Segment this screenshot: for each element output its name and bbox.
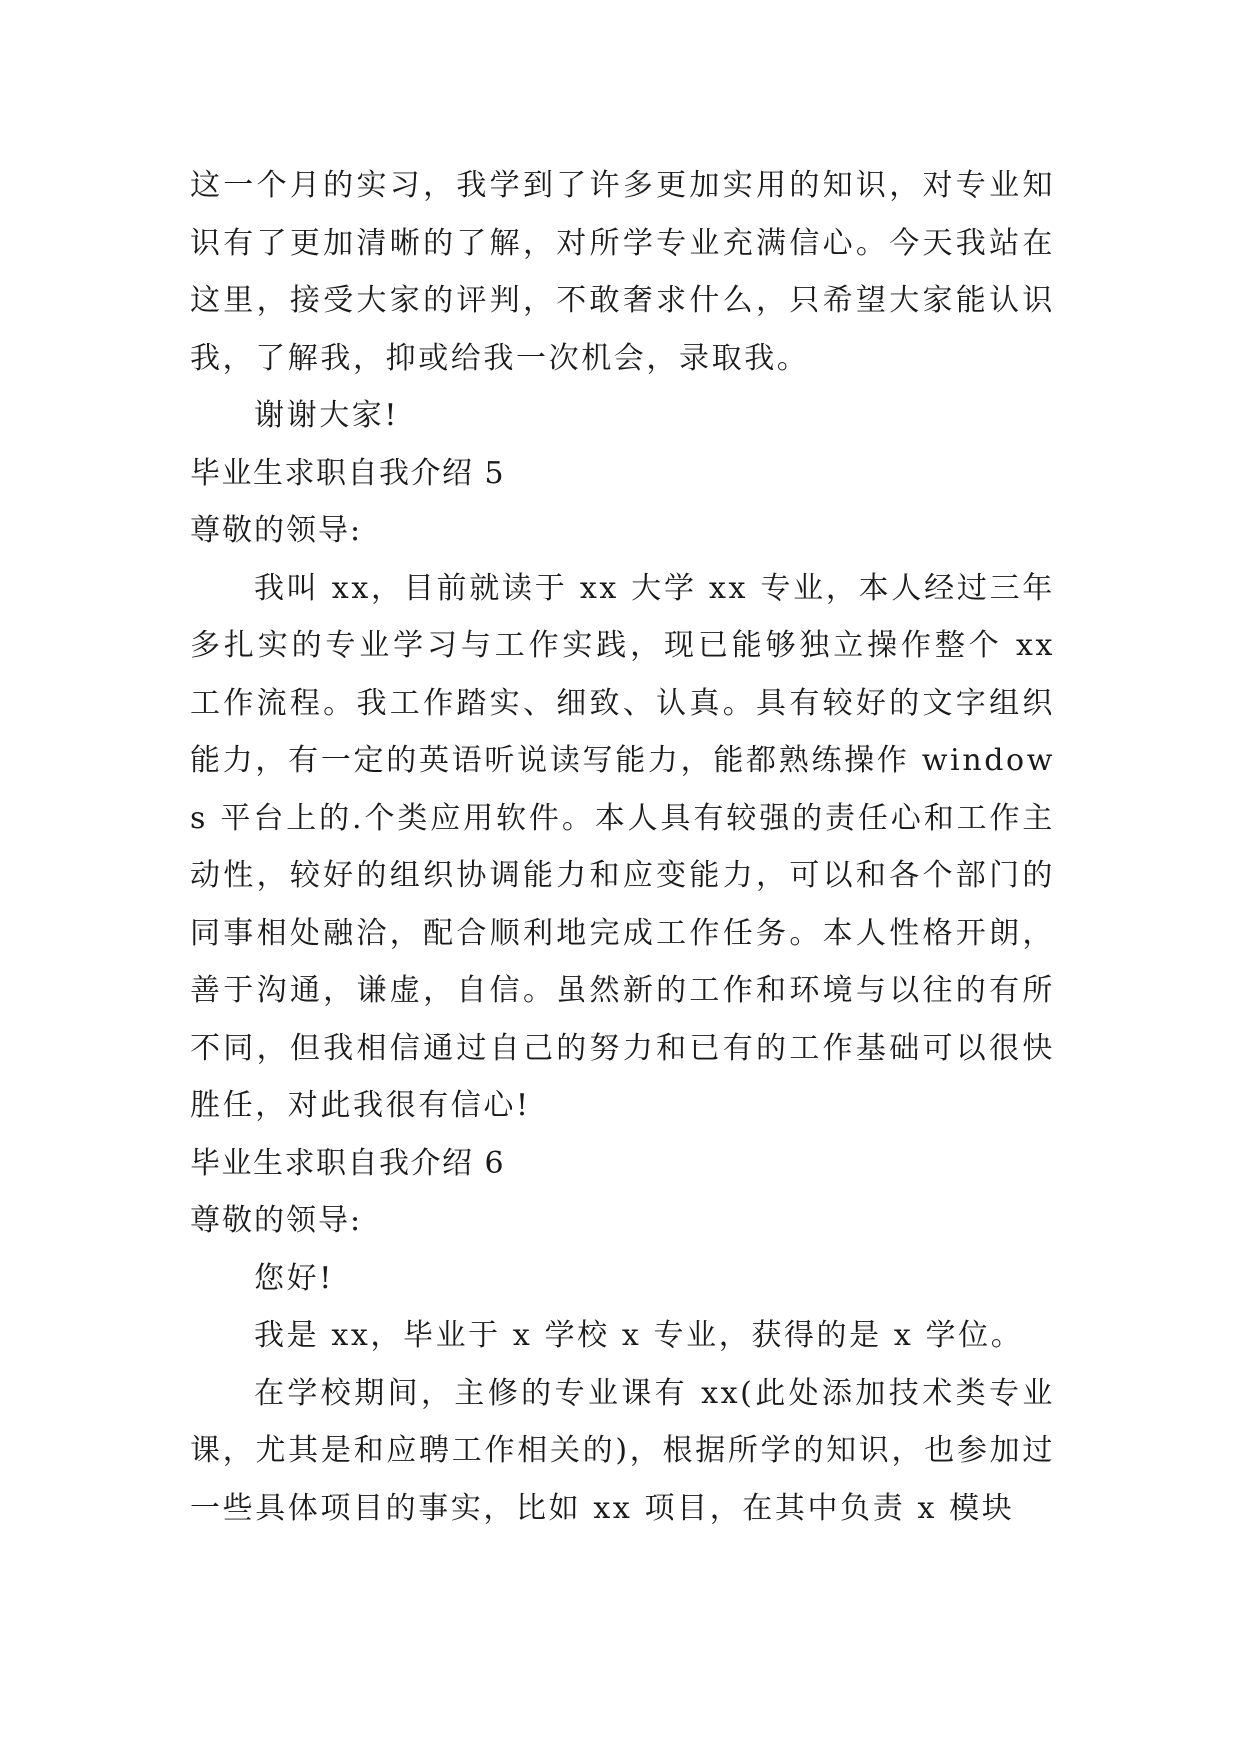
body-paragraph: 我叫 xx，目前就读于 xx 大学 xx 专业，本人经过三年多扎实的专业学习与工作实践，现已能够独立操作整个 xx 工作流程。我工作踏实、细致、认真。具有较好的文字组织能力，有一定的英语听说读写能力，能都熟练操作 windows 平台上的.个类应用软件。本人具有较强的责任心和工作主动性，较好的组织协调能力和应变能力，可以和各个部门的同事相处融洽，配合顺利地完成工作任务。本人性格开朗，善于沟通，谦虚，自信。虽然新的工作和环境与以往的有所不同，但我相信通过自己的努力和已有的工作基础可以很快胜任，对此我很有信心!: [190, 570, 1055, 1123]
section-title: 毕业生求职自我介绍 6: [190, 1145, 506, 1181]
greeting: 您好!: [254, 1260, 334, 1296]
section-title: 毕业生求职自我介绍 5: [190, 455, 506, 491]
body-paragraph: 我是 xx，毕业于 x 学校 x 专业，获得的是 x 学位。: [254, 1318, 1024, 1353]
closing-thanks: 谢谢大家!: [254, 398, 400, 433]
salutation: 尊敬的领导:: [190, 1203, 363, 1238]
document-body: [190, 157, 1055, 1537]
body-paragraph: 这一个月的实习，我学到了许多更加实用的知识，对专业知识有了更加清晰的了解，对所学专业充满信心。今天我站在这里，接受大家的评判，不敢奢求什么，只希望大家能认识我，了解我，抑或给我一次机会，录取我。: [190, 168, 1055, 376]
body-paragraph: 在学校期间，主修的专业课有 xx(此处添加技术类专业课，尤其是和应聘工作相关的)，根据所学的知识，也参加过一些具体项目的事实，比如 xx 项目，在其中负责 x 模块: [190, 1375, 1055, 1526]
salutation: 尊敬的领导:: [190, 513, 363, 548]
